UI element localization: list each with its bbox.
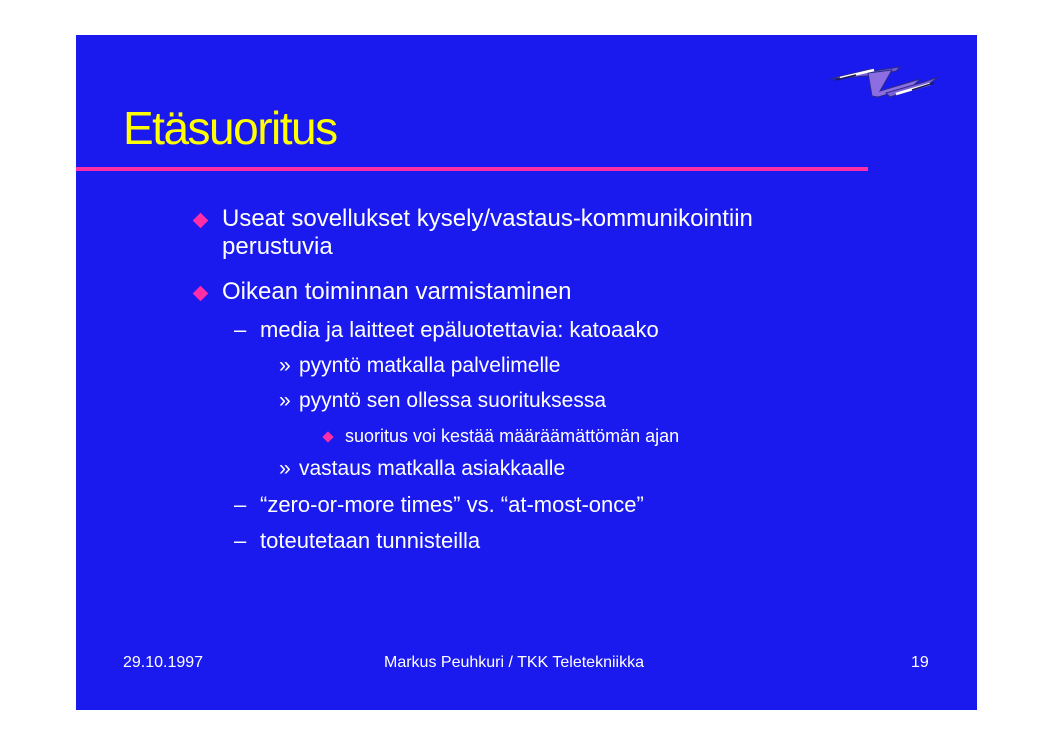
title-underline	[76, 167, 868, 171]
footer-date: 29.10.1997	[123, 654, 204, 671]
raquo-bullet: »	[279, 457, 291, 480]
raquo-bullet: »	[279, 389, 291, 412]
bullet-text: suoritus voi kestää määräämättömän ajan	[345, 426, 680, 446]
dash-bullet: –	[234, 492, 247, 517]
diamond-bullet-icon	[193, 285, 209, 301]
bullet-text: pyyntö sen ollessa suorituksessa	[299, 389, 606, 412]
bullet-text: pyyntö matkalla palvelimelle	[299, 354, 561, 377]
bullet-text: Oikean toiminnan varmistaminen	[222, 278, 572, 305]
bullet-text: toteutetaan tunnisteilla	[260, 528, 481, 553]
raquo-bullet: »	[279, 354, 291, 377]
bullet-text: perustuvia	[222, 233, 333, 260]
slide-title: Etäsuoritus	[123, 102, 337, 154]
tkk-lightning-logo-icon	[826, 63, 941, 105]
bullet-text: media ja laitteet epäluotettavia: katoaako	[260, 317, 659, 342]
bullet-text: Useat sovellukset kysely/vastaus-kommunikointiin	[222, 205, 753, 232]
diamond-bullet-icon	[322, 431, 333, 442]
dash-bullet: –	[234, 317, 247, 342]
diamond-bullet-icon	[193, 212, 209, 228]
bullet-text: “zero-or-more times” vs. “at-most-once”	[260, 492, 644, 517]
bullet-text: vastaus matkalla asiakkaalle	[299, 457, 566, 480]
dash-bullet: –	[234, 528, 247, 553]
slide	[76, 35, 977, 710]
footer-author: Markus Peuhkuri / TKK Teletekniikka	[384, 654, 644, 671]
footer-page-number: 19	[911, 654, 929, 671]
